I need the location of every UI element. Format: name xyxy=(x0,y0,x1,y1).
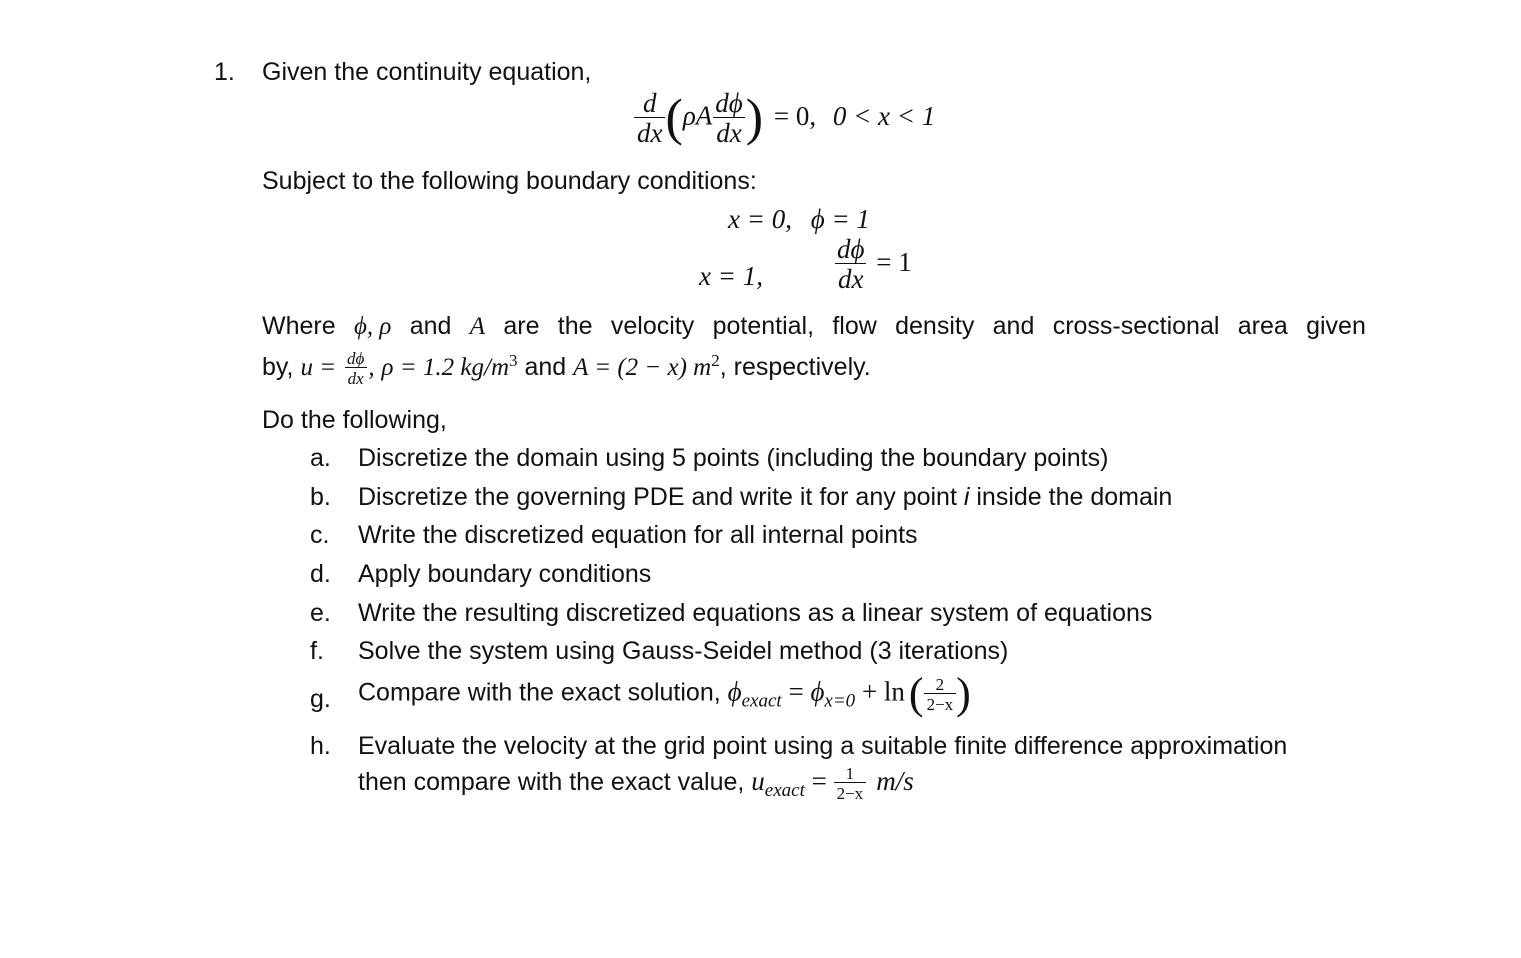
equation-domain: 0 < x < 1 xyxy=(832,100,936,131)
area-value: A = (2 − x) m xyxy=(573,354,712,382)
bc1-lhs: x = 0, xyxy=(728,204,792,234)
by-line xyxy=(262,350,871,387)
velocity-definition: u = xyxy=(300,354,337,382)
item-text-h: Evaluate the velocity at the grid point using a suitable finite difference approximation xyxy=(358,732,1288,760)
plus-ln: + ln xyxy=(855,676,905,707)
fraction-denominator: dx xyxy=(634,117,665,147)
where-word: cross-sectional xyxy=(1052,312,1220,340)
bc2-lhs: x = 1, xyxy=(699,261,763,291)
item-text-f: Solve the system using Gauss-Seidel method (3 iterations) xyxy=(358,637,1009,665)
right-paren: ) xyxy=(956,669,971,718)
where-word: are xyxy=(503,312,540,340)
item-h-text2: then compare with the exact value, xyxy=(358,768,752,797)
fraction-numerator: dϕ xyxy=(837,234,865,264)
dphi-dx-fraction xyxy=(834,236,867,293)
problem-number: 1. xyxy=(214,58,235,86)
item-label-a: a. xyxy=(310,444,331,472)
item-text-d: Apply boundary conditions xyxy=(358,560,652,588)
item-b-text-post: inside the domain xyxy=(969,483,1173,511)
left-paren: ( xyxy=(908,669,924,718)
equals-sign: = xyxy=(804,766,834,797)
phi-symbol: ϕ xyxy=(727,676,742,707)
fraction-denominator: 2−x xyxy=(834,782,867,802)
where-symbols: ϕ, ρ xyxy=(353,313,392,340)
exponent-2: 2 xyxy=(711,350,720,370)
fraction-denominator: dx xyxy=(345,367,367,387)
right-paren: ) xyxy=(745,89,764,147)
density-value: ρ = 1.2 kg/m xyxy=(381,354,510,382)
fraction-denominator: dx xyxy=(713,117,744,147)
respectively-text: , respectively. xyxy=(719,353,871,382)
equals-sign: = xyxy=(781,676,811,707)
exponent-3: 3 xyxy=(509,350,518,370)
subscript-exact: exact xyxy=(741,690,782,712)
where-word: and xyxy=(992,312,1035,340)
and-word: and xyxy=(517,353,574,382)
item-text-g xyxy=(358,669,971,718)
where-word: flow xyxy=(832,312,877,340)
fraction-denominator: dx xyxy=(835,263,866,293)
subscript-x0: x=0 xyxy=(824,690,856,712)
boundary-condition-2 xyxy=(834,236,912,293)
bc1-rhs: ϕ = 1 xyxy=(810,204,870,234)
where-word: Where xyxy=(262,312,336,340)
where-word: velocity xyxy=(610,312,695,340)
do-following-text: Do the following, xyxy=(262,406,447,434)
where-word: given xyxy=(1306,312,1366,340)
item-label-d: d. xyxy=(310,560,331,588)
by-word: by, xyxy=(262,353,301,382)
item-b-text-pre: Discretize the governing PDE and write it for any point xyxy=(358,483,964,511)
where-word: the xyxy=(557,312,593,340)
item-label-e: e. xyxy=(310,599,331,627)
item-label-f: f. xyxy=(310,637,324,665)
subscript-exact: exact xyxy=(764,780,805,802)
fraction-numerator: 1 xyxy=(845,764,855,783)
rho-symbol: ρ xyxy=(682,100,696,131)
equation-rhs: = 0, xyxy=(773,100,817,131)
item-label-g: g. xyxy=(310,685,331,713)
item-text-c: Write the discretized equation for all internal points xyxy=(358,521,918,549)
item-label-c: c. xyxy=(310,521,330,549)
u-symbol: u xyxy=(751,766,765,797)
continuity-equation xyxy=(634,90,935,147)
fraction-numerator: 2 xyxy=(935,674,945,694)
boundary-condition-1 xyxy=(728,206,870,233)
ln-fraction xyxy=(924,676,957,713)
intro-text: Given the continuity equation, xyxy=(262,58,592,86)
item-text-h2 xyxy=(358,765,914,802)
item-label-h: h. xyxy=(310,732,331,760)
item-text-a: Discretize the domain using 5 points (including the boundary points) xyxy=(358,444,1109,472)
where-word: and xyxy=(409,312,452,340)
where-word: potential, xyxy=(712,312,815,340)
item-text-b xyxy=(358,485,1172,510)
item-label-b: b. xyxy=(310,483,331,511)
where-symbol-a: A xyxy=(469,313,486,340)
fraction-numerator: dϕ xyxy=(715,88,743,118)
item-b-index: i xyxy=(963,483,970,511)
fraction-denominator: 2−x xyxy=(924,693,957,713)
d-dx-fraction xyxy=(634,90,665,147)
bc2-rhs: = 1 xyxy=(876,246,912,277)
comma: , xyxy=(368,354,375,382)
fraction-numerator: d xyxy=(642,88,657,118)
dphi-dx-fraction xyxy=(712,90,745,147)
left-paren: ( xyxy=(665,89,683,147)
dphi-dx-fraction xyxy=(344,350,367,387)
item-g-text: Compare with the exact solution, xyxy=(358,678,728,707)
item-text-e: Write the resulting discretized equations as a linear system of equations xyxy=(358,599,1153,627)
phi-symbol: ϕ xyxy=(810,676,825,707)
where-word: density xyxy=(895,312,975,340)
area-symbol: A xyxy=(695,100,713,131)
where-word: area xyxy=(1237,312,1288,340)
subject-text: Subject to the following boundary conditions: xyxy=(262,167,757,195)
fraction-numerator: dϕ xyxy=(347,349,365,368)
unit-text: m/s xyxy=(876,766,914,797)
where-line xyxy=(262,314,1366,339)
velocity-fraction xyxy=(834,765,867,802)
